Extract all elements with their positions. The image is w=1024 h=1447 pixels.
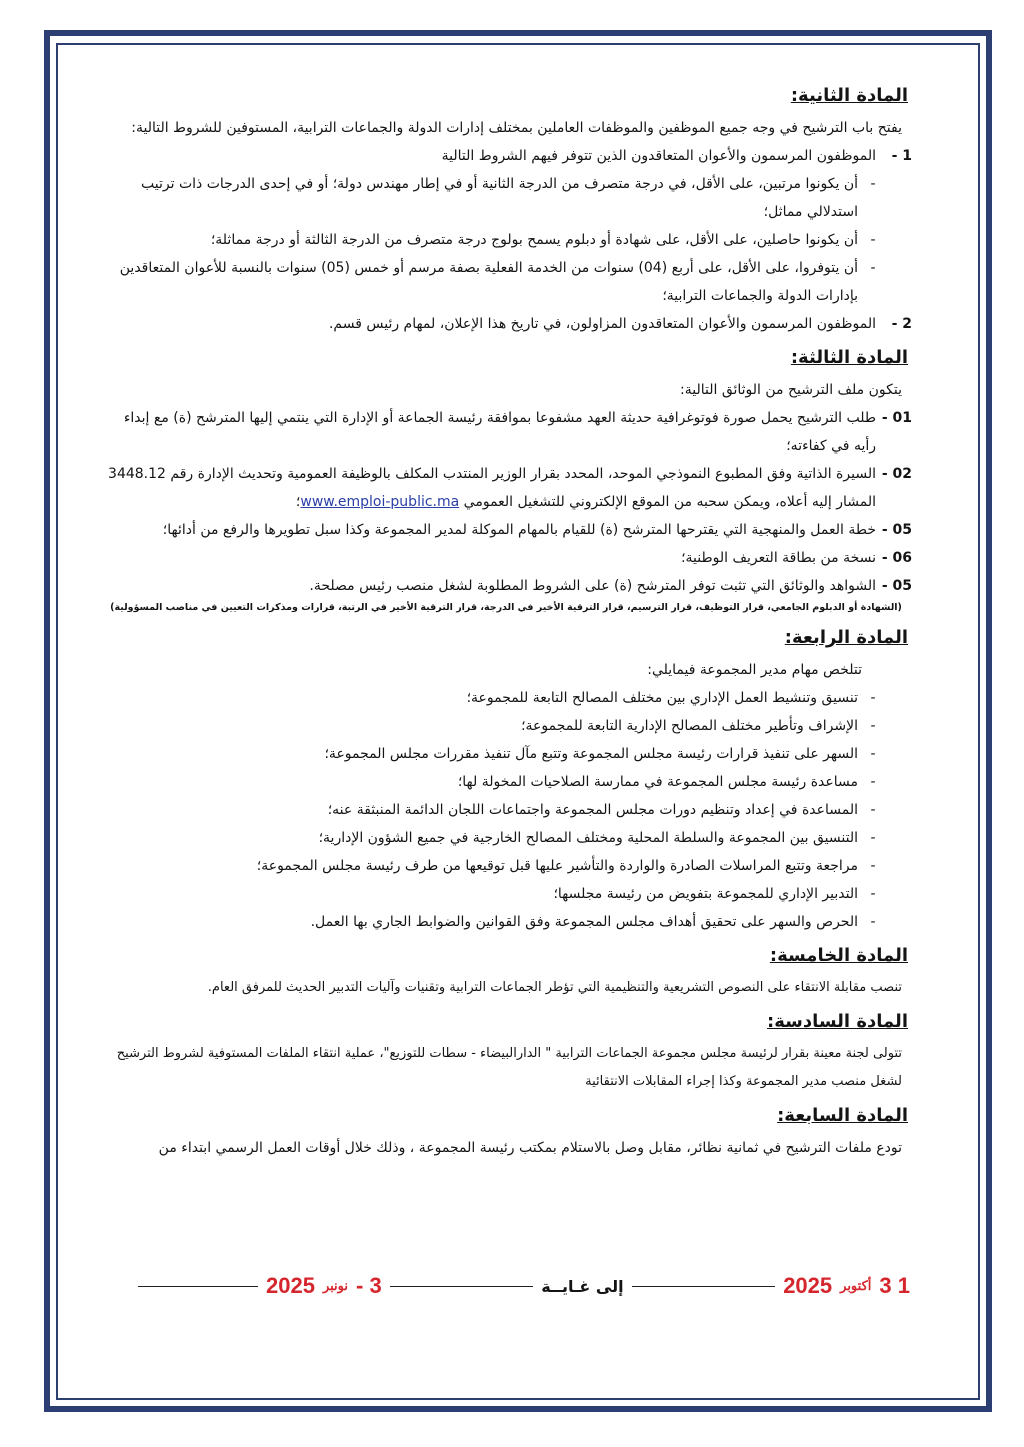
article5-text: تنصب مقابلة الانتقاء على النصوص التشريعية والتنظيمية التي تؤطر الجماعات الترابية وتقنيات وآليات التدبير الحديث للمرفق العام. (207, 980, 902, 995)
divider-line (632, 1285, 776, 1287)
item-number: 02 - (881, 466, 912, 482)
document-item (100, 460, 912, 516)
list-item (100, 880, 912, 908)
item-text: الموظفون المرسمون والأعوان المتعاقدون الذين تتوفر فيهم الشروط التالية (441, 148, 876, 164)
list-item (100, 768, 912, 796)
list-item-text: السهر على تنفيذ قرارات رئيسة مجلس المجموعة وتتبع مآل تنفيذ مقررات مجلس المجموعة؛ (324, 746, 858, 762)
article6-title: المادة السادسة: (767, 1011, 908, 1032)
dash-icon: - (870, 746, 876, 762)
dash-icon: - (870, 232, 876, 248)
list-item (100, 170, 912, 226)
divider-line (138, 1285, 258, 1287)
list-item (100, 740, 912, 768)
item-number: 01 - (881, 410, 912, 426)
article5-title: المادة الخامسة: (769, 945, 908, 966)
article3-title: المادة الثالثة: (790, 347, 908, 368)
list-item (100, 254, 912, 310)
dash-icon: - (870, 260, 876, 276)
list-item (100, 796, 912, 824)
document-body (100, 76, 912, 1162)
divider-line (390, 1285, 534, 1287)
dash-icon: - (870, 830, 876, 846)
end-year: 2025 (266, 1273, 315, 1298)
dash-icon: - (870, 690, 876, 706)
item-number: 05 - (881, 578, 912, 594)
article4-title: المادة الرابعة: (784, 627, 908, 648)
document-item (100, 516, 912, 544)
list-item-text: المساعدة في إعداد وتنظيم دورات مجلس المجموعة واجتماعات اللجان الدائمة المنبثقة عنه؛ (327, 802, 858, 818)
list-item-text: أن يتوفروا، على الأقل، على أربع (04) سنوات من الخدمة الفعلية بصفة مرسم أو خمس (05) سنوات بالنسبة للأعوان المتعاقدين بإدارات الدولة والجماعات الترابية؛ (119, 260, 858, 304)
list-item (100, 712, 912, 740)
article2-title: المادة الثانية: (790, 85, 908, 106)
dash-icon: - (870, 886, 876, 902)
article4-intro: تتلخص مهام مدير المجموعة فيمايلي: (647, 662, 862, 678)
item-text (100, 460, 876, 516)
item-text: طلب الترشيح يحمل صورة فوتوغرافية حديثة العهد مشفوعا بموافقة رئيسة الجماعة أو الإدارة التي ينتمي إليها المترشح (ة) مع إبداء رأيه في كفاءته؛ (123, 410, 876, 454)
start-month: أكتوبر (840, 1278, 872, 1293)
dash-icon: - (870, 718, 876, 734)
article7-text: تودع ملفات الترشيح في ثمانية نظائر، مقابل وصل بالاستلام بمكتب رئيسة المجموعة ، وذلك خلال أوقات العمل الرسمي ابتداء من (158, 1140, 902, 1156)
until-label: إلى غـايــة (541, 1276, 624, 1296)
list-item-text: مراجعة وتتبع المراسلات الصادرة والواردة والتأشير عليها قبل توقيعها من طرف رئيسة مجلس المجموعة؛ (256, 858, 858, 874)
article2-item2 (100, 310, 912, 338)
list-item-text: أن يكونوا حاصلين، على الأقل، على شهادة أو دبلوم يسمح بولوج درجة متصرف من الدرجة الثالثة أو درجة مماثلة؛ (210, 232, 858, 248)
list-item-text: التدبير الإداري للمجموعة بتفويض من رئيسة مجلسها؛ (553, 886, 858, 902)
list-item (100, 852, 912, 880)
article6-text: تتولى لجنة معينة بقرار لرئيسة مجلس مجموعة الجماعات الترابية " الدارالبيضاء - سطات للتوزيع"، عملية انتقاء الملفات المستوفية لشروط الترشيح لشغل منصب مدير المجموعة وكذا إجراء المقابلات الانتقائية (116, 1046, 902, 1089)
start-date (783, 1273, 910, 1299)
end-month: نونبر (322, 1278, 349, 1293)
website-link[interactable]: www.emploi-public.ma (300, 494, 460, 510)
item-text: الشواهد والوثائق التي تثبت توفر المترشح (ة) على الشروط المطلوبة لشغل منصب رئيس مصلحة. (309, 578, 876, 594)
end-day: 3 - (356, 1273, 382, 1298)
item-text-end: ؛ (295, 494, 301, 510)
submission-dates (130, 1266, 910, 1306)
article2-item1 (100, 142, 912, 170)
item-text: خطة العمل والمنهجية التي يقترحها المترشح (ة) للقيام بالمهام الموكلة لمدير المجموعة وكذا سبل تطويرها والرفع من أدائها؛ (162, 522, 876, 538)
list-item-text: أن يكونوا مرتبين، على الأقل، في درجة متصرف من الدرجة الثانية أو في إطار مهندس دولة؛ أو في إحدى الدرجات ذات ترتيب استدلالي مماثل؛ (141, 176, 858, 220)
item-text-main: السيرة الذاتية وفق المطبوع النموذجي الموحد، المحدد بقرار الوزير المنتدب المكلف بالوظيفة العمومية وتحديث الإدارة رقم 3448.12 المشار إليه أعلاه، ويمكن سحبه من الموقع الإلكتروني للتشغيل العمومي (108, 466, 876, 510)
dash-icon: - (870, 176, 876, 192)
dash-icon: - (870, 914, 876, 930)
end-date (266, 1273, 382, 1299)
list-item (100, 824, 912, 852)
article2-intro: يفتح باب الترشيح في وجه جميع الموظفين والموظفات العاملين بمختلف إدارات الدولة والجماعات الترابية، المستوفين للشروط التالية: (131, 120, 902, 136)
item-text: نسخة من بطاقة التعريف الوطنية؛ (681, 550, 876, 566)
list-item (100, 226, 912, 254)
list-item-text: مساعدة رئيسة مجلس المجموعة في ممارسة الصلاحيات المخولة لها؛ (457, 774, 858, 790)
item-number: 2 - (891, 316, 912, 332)
document-item (100, 544, 912, 572)
list-item-text: التنسيق بين المجموعة والسلطة المحلية ومختلف المصالح الخارجية في جميع الشؤون الإدارية؛ (318, 830, 858, 846)
dash-icon: - (870, 802, 876, 818)
article3-note: (الشهادة أو الدبلوم الجامعي، قرار التوظيف، قرار الترسيم، قرار الترقية الأخير في الدرجة، قرار الترقية الأخير في الرتبة، قرارات ومذكرات التعيين في مناصب المسؤولية) (110, 602, 902, 613)
dash-icon: - (870, 858, 876, 874)
list-item-text: تنسيق وتنشيط العمل الإداري بين مختلف المصالح التابعة للمجموعة؛ (466, 690, 858, 706)
list-item (100, 684, 912, 712)
item-number: 1 - (891, 148, 912, 164)
start-year: 2025 (783, 1273, 833, 1298)
article7-title: المادة السابعة: (777, 1105, 908, 1126)
start-day: 1 3 (879, 1273, 910, 1298)
article3-intro: يتكون ملف الترشيح من الوثائق التالية: (680, 382, 902, 398)
item-text: الموظفون المرسمون والأعوان المتعاقدون المزاولون، في تاريخ هذا الإعلان، لمهام رئيس قسم. (328, 316, 876, 332)
list-item (100, 908, 912, 936)
dash-icon: - (870, 774, 876, 790)
list-item-text: الإشراف وتأطير مختلف المصالح الإدارية التابعة للمجموعة؛ (521, 718, 858, 734)
list-item-text: الحرص والسهر على تحقيق أهداف مجلس المجموعة وفق القوانين والضوابط الجاري بها العمل. (310, 914, 858, 930)
item-number: 05 - (881, 522, 912, 538)
item-number: 06 - (881, 550, 912, 566)
document-item (100, 404, 912, 460)
document-item (100, 572, 912, 600)
